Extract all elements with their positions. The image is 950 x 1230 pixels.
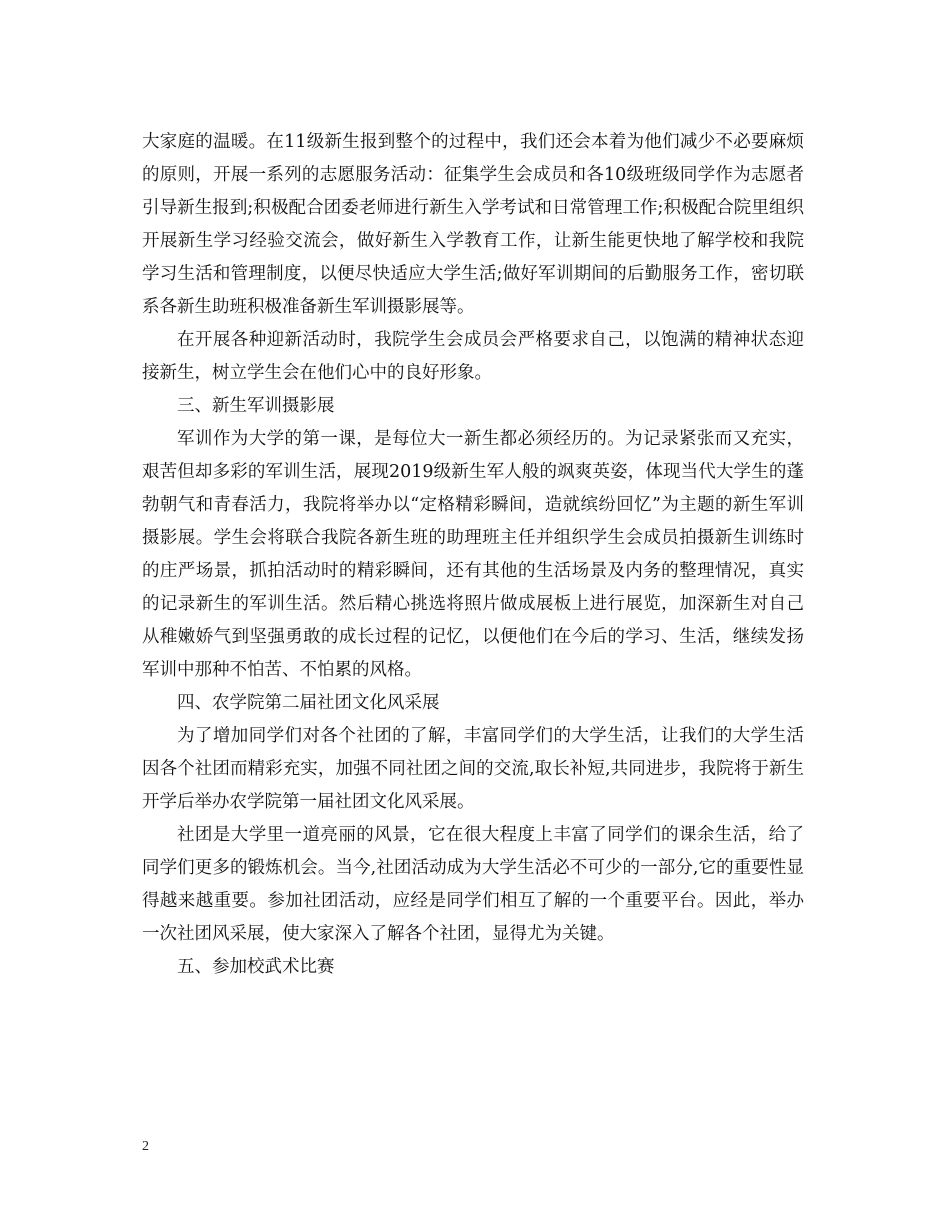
paragraph-7: 社团是大学里一道亮丽的风景，它在很大程度上丰富了同学们的课余生活，给了同学们更多的锻炼机会。当今,社团活动成为大学生活必不可少的一部分,它的重要性显得越来越重要。参加社团活动，应经是同学们相互了解的一个重要平台。因此，举办一次社团风采展，使大家深入了解各个社团，显得尤为关键。 <box>142 825 804 944</box>
section-heading-3: 三、新生军训摄影展 <box>177 396 335 416</box>
paragraph-2: 在开展各种迎新活动时，我院学生会成员会严格要求自己，以饱满的精神状态迎接新生，树立学生会在他们心中的良好形象。 <box>142 330 804 383</box>
section-heading-5: 五、参加校武术比赛 <box>177 957 335 977</box>
paragraph-1: 大家庭的温暖。在11级新生报到整个的过程中，我们还会本着为他们减少不必要麻烦的原则，开展一系列的志愿服务活动：征集学生会成员和各10级班级同学作为志愿者引导新生报到;积极配合团委老师进行新生入学考试和日常管理工作;积极配合院里组织开展新生学习经验交流会，做好新生入学教育工作，让新生能更快地了解学校和我院学习生活和管理制度，以便尽快适应大学生活;做好军训期间的后勤服务工作，密切联系各新生助班积极准备新生军训摄影展等。 <box>142 132 804 317</box>
paragraph-6: 为了增加同学们对各个社团的了解，丰富同学们的大学生活，让我们的大学生活因各个社团而精彩充实，加强不同社团之间的交流,取长补短,共同进步，我院将于新生开学后举办农学院第一届社团文化风采展。 <box>142 726 804 812</box>
paragraph-4: 军训作为大学的第一课，是每位大一新生都必须经历的。为记录紧张而又充实，艰苦但却多彩的军训生活，展现2019级新生军人般的飒爽英姿，体现当代大学生的蓬勃朝气和青春活力，我院将举办以“定格精彩瞬间，造就缤纷回忆”为主题的新生军训摄影展。学生会将联合我院各新生班的助理班主任并组织学生会成员拍摄新生训练时的庄严场景，抓拍活动时的精彩瞬间，还有其他的生活场景及内务的整理情况，真实的记录新生的军训生活。然后精心挑选将照片做成展板上进行展览，加深新生对自己从稚嫩娇气到坚强勇敢的成长过程的记忆，以便他们在今后的学习、生活，继续发扬军训中那种不怕苦、不怕累的风格。 <box>142 429 804 680</box>
document-body <box>142 126 804 984</box>
section-heading-4: 四、农学院第二届社团文化风采展 <box>177 693 440 713</box>
page-number: 2 <box>142 1139 149 1154</box>
